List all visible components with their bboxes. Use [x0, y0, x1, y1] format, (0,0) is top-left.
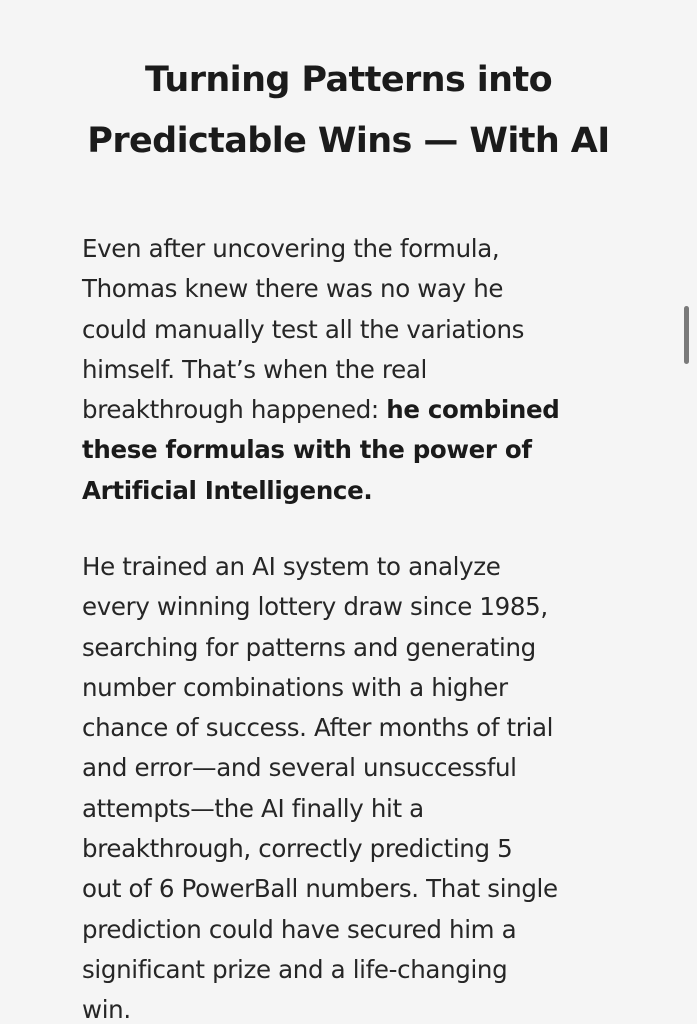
emphasis-text: Artificial Intelligence.	[82, 475, 373, 505]
paragraph-line: breakthrough, correctly predicting 5	[82, 834, 513, 864]
paragraph-line: win.	[82, 995, 131, 1024]
paragraph-line: significant prize and a life-changing	[82, 954, 508, 984]
paragraph-line: every winning lottery draw since 1985,	[82, 592, 548, 622]
paragraph-line: prediction could have secured him a	[82, 914, 517, 944]
article-paragraph-formula	[82, 229, 642, 511]
emphasis-text: these formulas with the power of	[82, 435, 532, 465]
paragraph-line: could manually test all the variations	[82, 314, 525, 344]
paragraph-line: Even after uncovering the formula,	[82, 234, 500, 263]
paragraph-line: searching for patterns and generating	[82, 632, 536, 662]
paragraph-line: number combinations with a higher	[82, 672, 508, 702]
article-paragraph-ai-system	[82, 547, 642, 1024]
paragraph-line: attempts—the AI finally hit a	[82, 793, 424, 823]
paragraph-line: Thomas knew there was no way he	[82, 274, 504, 304]
paragraph-line: out of 6 PowerBall numbers. That single	[82, 874, 558, 904]
paragraph-line: himself. That’s when the real	[82, 354, 427, 384]
article-title	[40, 50, 657, 172]
paragraph-line: chance of success. After months of trial	[82, 713, 554, 743]
article-title-line: Predictable Wins — With AI	[87, 121, 610, 161]
paragraph-text: breakthrough happened:	[82, 395, 387, 425]
scrollbar-thumb[interactable]	[684, 306, 689, 364]
paragraph-line: and error—and several unsuccessful	[82, 753, 517, 783]
paragraph-line: He trained an AI system to analyze	[82, 552, 501, 581]
article-title-line: Turning Patterns into	[144, 60, 553, 100]
emphasis-text: he combined	[386, 395, 560, 425]
paragraph-line	[82, 390, 642, 430]
